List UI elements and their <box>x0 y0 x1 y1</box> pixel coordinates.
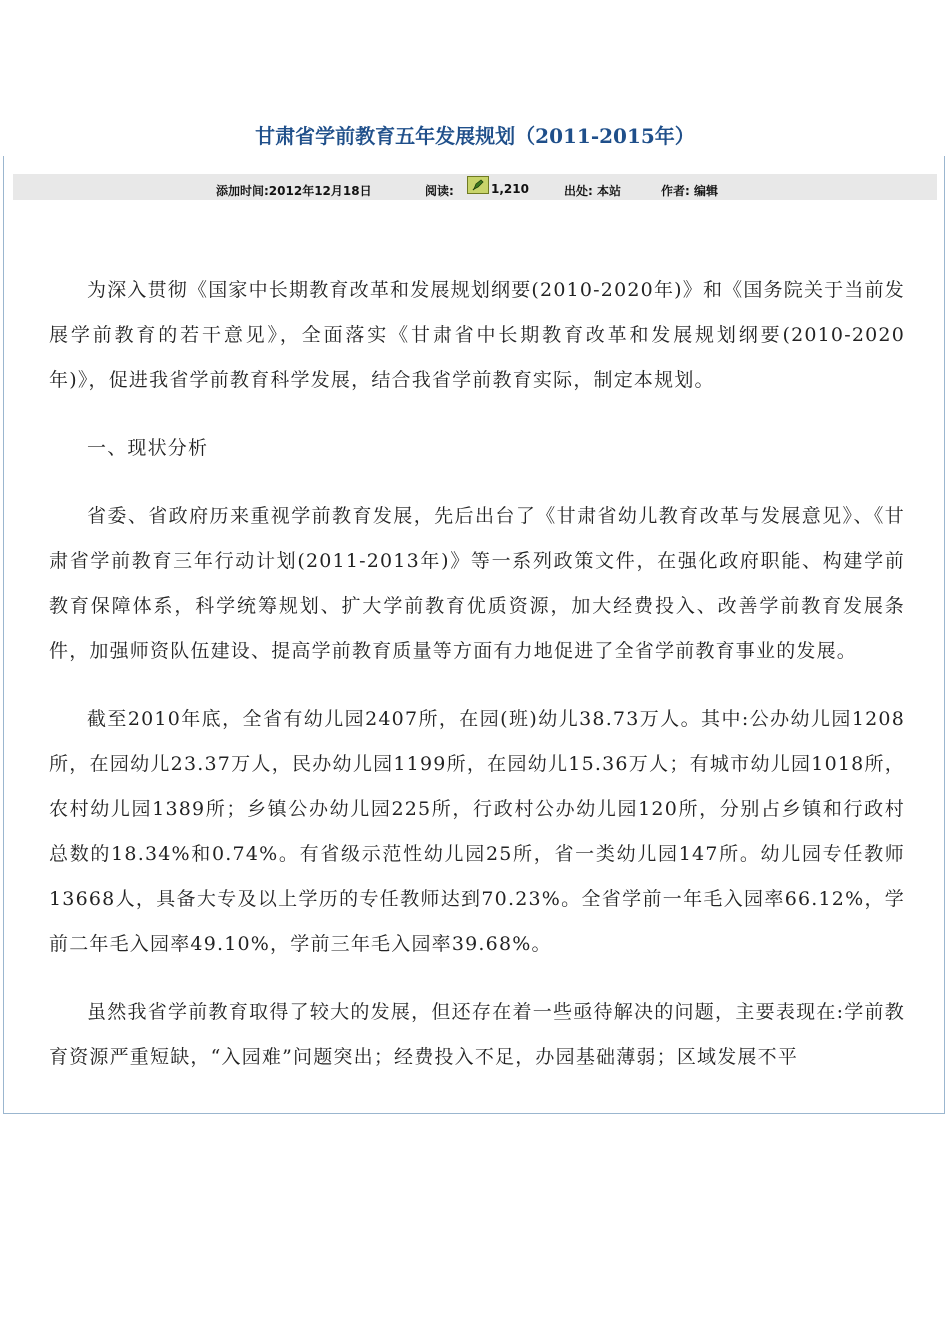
added-time: 添加时间:2012年12月18日 <box>216 184 372 198</box>
author: 作者: 编辑 <box>661 184 718 198</box>
paragraph: 虽然我省学前教育取得了较大的发展，但还存在着一些亟待解决的问题，主要表现在:学前教育资源严重短缺，“入园难”问题突出；经费投入不足，办园基础薄弱；区域发展不平 <box>49 1001 905 1068</box>
paragraph: 截至2010年底，全省有幼儿园2407所，在园(班)幼儿38.73万人。其中:公办幼儿园1208所，在园幼儿23.37万人，民办幼儿园1199所，在园幼儿15.36万人；有城市幼儿园1018所，农村幼儿园1389所；乡镇公办幼儿园225所，行政村公办幼儿园120所，分别占乡镇和行政村总数的18.34%和0.74%。有省级示范性幼儿园25所，省一类幼儿园147所。幼儿园专任教师13668人，具备大专及以上学历的专任教师达到70.23%。全省学前一年毛入园率66.12%，学前二年毛入园率49.10%，学前三年毛入园率39.68%。 <box>49 708 905 955</box>
section-heading: 一、现状分析 <box>87 437 209 459</box>
article-meta-bar <box>13 174 937 200</box>
paragraph: 为深入贯彻《国家中长期教育改革和发展规划纲要(2010-2020年)》和《国务院关于当前发展学前教育的若干意见》，全面落实《甘肃省中长期教育改革和发展规划纲要(2010-2020年)》，促进我省学前教育科学发展，结合我省学前教育实际，制定本规划。 <box>49 279 905 391</box>
source: 出处: 本站 <box>564 184 621 198</box>
paragraph: 省委、省政府历来重视学前教育发展，先后出台了《甘肃省幼儿教育改革与发展意见》、《甘肃省学前教育三年行动计划(2011-2013年)》等一系列政策文件，在强化政府职能、构建学前教育保障体系，科学统筹规划、扩大学前教育优质资源，加大经费投入、改善学前教育发展条件，加强师资队伍建设、提高学前教育质量等方面有力地促进了全省学前教育事业的发展。 <box>49 505 905 662</box>
article-title: 甘肃省学前教育五年发展规划（2011-2015年） <box>255 124 695 148</box>
reads-count: 1,210 <box>491 182 529 196</box>
article-body <box>49 268 905 1080</box>
green-pencil-icon <box>467 176 489 194</box>
reads-label: 阅读: <box>425 184 454 198</box>
